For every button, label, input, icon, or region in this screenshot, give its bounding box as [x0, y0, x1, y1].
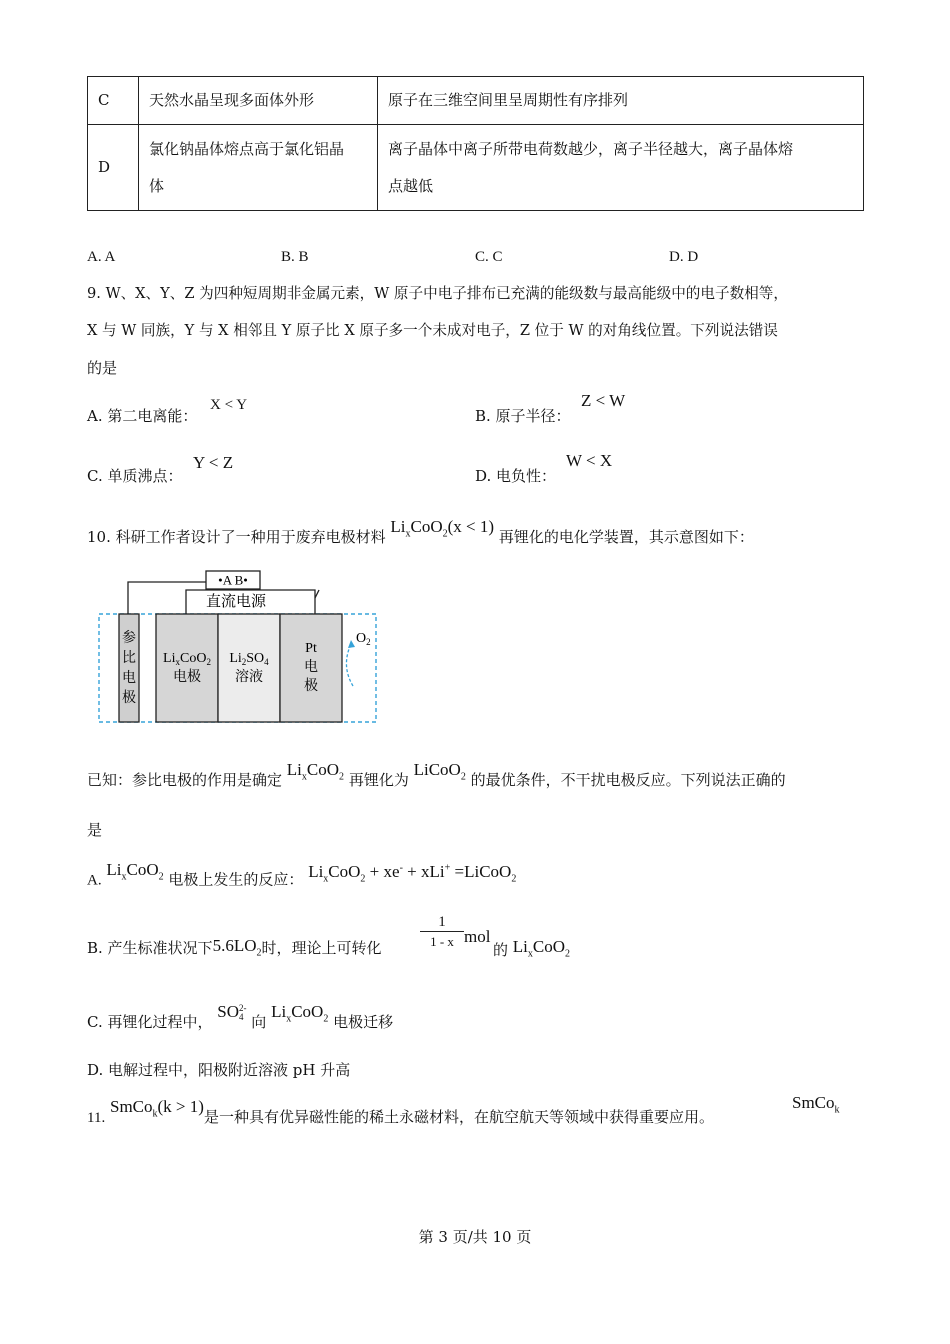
formula-lixcoo2: $Li_xCoO_2$ [106, 859, 164, 883]
q11-number: 11. [87, 1110, 106, 1126]
wire-left [128, 582, 207, 614]
q9-option-d-label: D. 电负性： [475, 467, 557, 485]
known-mid: 再锂化为 [348, 771, 409, 789]
q10-stem [87, 517, 754, 555]
q9-option-d-formula: W < X [566, 451, 613, 470]
formula-lixcoo2: $Li_xCoO_2$ [271, 1002, 329, 1025]
o2-label: $O_2$ [356, 631, 371, 647]
o2-arrow-path [346, 644, 353, 686]
q10-stem-post: 再锂化的电化学装置，其示意图如下： [498, 528, 754, 546]
option-c-mid: 向 [251, 1013, 267, 1031]
option-b-post: 的 $Li_xCoO_2$ [493, 937, 571, 960]
q9-option-b-label: B. 原子半径： [475, 407, 571, 425]
formula-licoo2: LiCoO$_2$ [413, 760, 466, 783]
sulfate-ion: SO 2- 4 [217, 1002, 247, 1023]
formula-lixcoo2: $Li_xCoO_2$ [286, 760, 345, 783]
option-a-mid: 电极上发生的反应： [168, 870, 304, 889]
ref-char: 电 [122, 670, 136, 686]
solution-label: 溶液 [235, 669, 263, 685]
electrode-label: 电极 [173, 669, 201, 685]
q9-option-c-label: C. 单质沸点： [87, 467, 183, 485]
power-label: 直流电源 [205, 592, 267, 610]
lixcoo2-electrode [156, 614, 218, 722]
page-footer: 第 3 页/共 10 页 [418, 1228, 532, 1246]
answer-table [87, 76, 864, 211]
pt-char: Pt [305, 641, 317, 656]
q9-stem-line: 9. W、X、Y、Z 为四种短周期非金属元素，W 原子中电子排布已充满的能级数与最高能级中的电子数相等， [87, 285, 788, 302]
fraction-numerator: 1 [438, 914, 446, 930]
known-post: 的最优条件，不干扰电极反应。下列说法正确的 [470, 771, 786, 789]
option-b-unit: mol [464, 927, 491, 946]
row-label: D [88, 125, 139, 211]
reaction-equation: $Li_xCoO_2 + xe^- + xLi^+$ =LiCoO$_2$ [308, 861, 517, 885]
electrochemical-diagram [95, 568, 385, 728]
phenomenon-line: 体 [149, 176, 165, 195]
explanation-line: 点越低 [388, 176, 434, 195]
electrode-formula: $Li_xCoO_2$ [163, 651, 211, 667]
q11-text: 是一种具有优异磁性能的稀土永磁材料，在航空航天等领域中获得重要应用。 [203, 1108, 714, 1126]
ref-char: 参 [122, 630, 136, 646]
fraction-denominator: 1 - x [420, 931, 464, 952]
table-row [88, 125, 864, 211]
q8-option-c: C. C [475, 249, 503, 265]
q9-stem-line: 的是 [87, 359, 118, 377]
o2-arrow-head [348, 640, 355, 648]
row-label: C [88, 77, 139, 125]
q9-option-a-label: A. 第二电离能： [87, 407, 198, 425]
q10-stem-pre: 10. 科研工作者设计了一种用于废弃电极材料 [87, 528, 386, 546]
q10-option-d: D. 电解过程中，阳极附近溶液 pH 升高 [87, 1061, 351, 1079]
q10-known-line2: 是 [87, 821, 103, 839]
li2so4-solution [218, 614, 280, 722]
q8-option-a: A. A [87, 249, 116, 265]
q10-option-c [87, 1002, 394, 1040]
q10-option-a [87, 859, 517, 898]
q11-stem [87, 1097, 714, 1135]
explanation-cell: 原子在三维空间里呈周期性有序排列 [378, 77, 864, 125]
phenomenon-cell [139, 125, 378, 211]
option-b-amount: $5.6LO_2$ [212, 936, 262, 959]
q10-stem-condition: (x < 1) [447, 517, 495, 536]
q9-option-a-formula: X < Y [210, 397, 248, 413]
q8-option-b: B. B [281, 249, 309, 265]
option-c-post: 电极迁移 [333, 1013, 394, 1031]
formula-lixcoo2: $Li_xCoO_2$ [512, 937, 571, 960]
q8-option-d: D. D [669, 249, 699, 265]
phenomenon-line: 氯化钠晶体熔点高于氯化铝晶 [149, 139, 345, 158]
option-a-label: A. [87, 872, 102, 889]
smco-formula-trailing: SmCo$_k$ [792, 1093, 840, 1116]
explanation-line: 离子晶体中离子所带电荷数越少，离子半径越大，离子晶体熔 [388, 139, 794, 158]
table-row [88, 77, 864, 125]
q10-stem-formula: $Li_xCoO_2(x < 1)$ [390, 517, 495, 540]
q9-stem-line: X 与 W 同族，Y 与 X 相邻且 Y 原子比 X 原子多一个未成对电子，Z 位于 W 的对角线位置。下列说法错误 [87, 322, 778, 339]
ref-char: 极 [122, 690, 136, 706]
q10-option-b [87, 937, 382, 966]
pt-char: 极 [304, 678, 318, 694]
ref-char: 比 [122, 650, 136, 666]
solution-formula: $Li_2SO_4$ [229, 651, 269, 667]
q9-option-c-formula: Y < Z [193, 453, 234, 472]
option-c-pre: C. 再锂化过程中， [87, 1013, 213, 1031]
smco-formula: SmCo$_k$(k > 1) [109, 1097, 204, 1120]
q9-option-b-formula: Z < W [581, 391, 626, 410]
option-b-pre: B. 产生标准状况下 [87, 939, 213, 957]
fraction [420, 914, 464, 952]
explanation-cell [378, 125, 864, 211]
terminal-label: •A B• [218, 572, 248, 588]
q10-known-line [87, 760, 786, 798]
option-b-mid: 时，理论上可转化 [261, 939, 382, 957]
known-pre: 已知：参比电极的作用是确定 [87, 771, 283, 789]
pt-char: 电 [304, 659, 318, 675]
phenomenon-cell: 天然水晶呈现多面体外形 [139, 77, 378, 125]
